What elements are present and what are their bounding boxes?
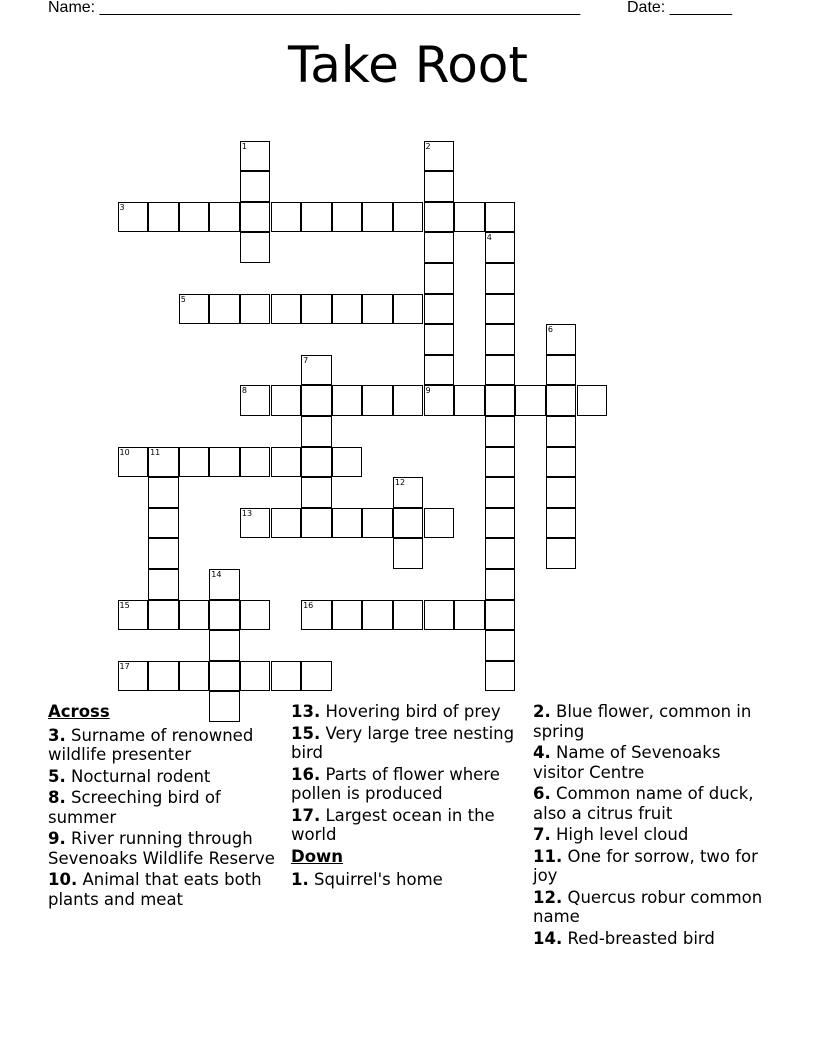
grid-cell[interactable] bbox=[546, 324, 577, 355]
clue-number-label: 5. bbox=[48, 766, 66, 786]
grid-cell[interactable] bbox=[362, 508, 393, 539]
clue-text: Surname of renowned wildlife presenter bbox=[48, 725, 254, 764]
clue-number-label: 11. bbox=[533, 846, 563, 866]
clue-number-label: 2. bbox=[533, 702, 551, 721]
clue-number: 2 bbox=[425, 141, 431, 151]
clue-number: 7 bbox=[303, 355, 309, 365]
down-heading: Down bbox=[291, 846, 344, 866]
across-heading: Across bbox=[48, 702, 110, 721]
grid-cell[interactable] bbox=[271, 385, 302, 416]
grid-cell[interactable] bbox=[209, 447, 240, 478]
clue-text: Screeching bird of summer bbox=[48, 788, 221, 827]
clue-item bbox=[533, 702, 769, 741]
grid-cell[interactable] bbox=[393, 477, 424, 508]
clue-text: Animal that eats both plants and meat bbox=[48, 870, 262, 909]
clue-number-label: 3. bbox=[48, 725, 66, 745]
clue-item bbox=[533, 784, 769, 823]
clue-number: 8 bbox=[241, 386, 247, 396]
grid-cell[interactable] bbox=[454, 600, 485, 631]
clue-item bbox=[533, 888, 769, 927]
grid-cell[interactable] bbox=[485, 324, 516, 355]
grid-cell[interactable] bbox=[424, 232, 455, 263]
clue-item bbox=[291, 806, 527, 845]
grid-cell[interactable] bbox=[148, 447, 179, 478]
grid-cell[interactable] bbox=[179, 202, 210, 233]
page-title: Take Root bbox=[287, 36, 528, 94]
grid-cell[interactable] bbox=[454, 202, 485, 233]
clue-number: 17 bbox=[119, 661, 130, 671]
grid-cell[interactable] bbox=[240, 447, 271, 478]
grid-cell[interactable] bbox=[118, 600, 149, 631]
clue-item bbox=[533, 847, 769, 886]
clue-item bbox=[48, 870, 284, 909]
grid-cell[interactable] bbox=[271, 294, 302, 325]
grid-cell[interactable] bbox=[179, 600, 210, 631]
grid-cell[interactable] bbox=[393, 508, 424, 539]
clue-number-label: 17. bbox=[291, 805, 321, 825]
clue-number: 3 bbox=[119, 202, 125, 212]
grid-cell[interactable] bbox=[148, 600, 179, 631]
clue-text: Blue flower, common in spring bbox=[533, 702, 752, 741]
clue-item bbox=[533, 929, 769, 949]
clue-item bbox=[48, 726, 284, 765]
name-field: Name: ______________________________________________________ bbox=[48, 0, 581, 16]
clue-number-label: 13. bbox=[291, 702, 321, 721]
grid-cell[interactable] bbox=[148, 569, 179, 600]
clue-text: River running through Sevenoaks Wildlife Reserve bbox=[48, 829, 275, 868]
grid-cell[interactable] bbox=[179, 661, 210, 692]
clue-number-label: 16. bbox=[291, 764, 321, 784]
grid-cell[interactable] bbox=[515, 385, 546, 416]
grid-cell[interactable] bbox=[393, 600, 424, 631]
clue-text: Largest ocean in the world bbox=[291, 805, 495, 844]
clue-number-label: 7. bbox=[533, 825, 551, 844]
grid-cell[interactable] bbox=[424, 600, 455, 631]
grid-cell[interactable] bbox=[240, 294, 271, 325]
clue-text: Parts of flower where pollen is produced bbox=[291, 764, 500, 803]
grid-cell[interactable] bbox=[424, 294, 455, 325]
clue-item bbox=[291, 765, 527, 804]
grid-cell[interactable] bbox=[148, 661, 179, 692]
grid-cell[interactable] bbox=[485, 232, 516, 263]
grid-cell[interactable] bbox=[424, 355, 455, 386]
clue-number: 4 bbox=[486, 233, 492, 243]
clue-number-label: 12. bbox=[533, 887, 563, 907]
grid-cell[interactable] bbox=[393, 538, 424, 569]
clue-text: High level cloud bbox=[550, 825, 689, 844]
grid-cell[interactable] bbox=[271, 447, 302, 478]
grid-cell[interactable] bbox=[209, 202, 240, 233]
grid-cell[interactable] bbox=[301, 477, 332, 508]
grid-cell[interactable] bbox=[301, 294, 332, 325]
grid-cell[interactable] bbox=[485, 477, 516, 508]
grid-cell[interactable] bbox=[485, 538, 516, 569]
grid-cell[interactable] bbox=[485, 202, 516, 233]
grid-cell[interactable] bbox=[393, 202, 424, 233]
grid-cell[interactable] bbox=[148, 538, 179, 569]
clue-item bbox=[533, 825, 769, 845]
clue-item bbox=[48, 788, 284, 827]
grid-cell[interactable] bbox=[424, 385, 455, 416]
grid-cell[interactable] bbox=[577, 385, 608, 416]
grid-cell[interactable] bbox=[362, 294, 393, 325]
clue-number-label: 8. bbox=[48, 788, 66, 807]
clue-text: Nocturnal rodent bbox=[65, 766, 211, 786]
grid-cell[interactable] bbox=[424, 202, 455, 233]
clue-number-label: 1. bbox=[291, 870, 309, 889]
grid-cell[interactable] bbox=[546, 477, 577, 508]
clue-number-label: 10. bbox=[48, 870, 78, 889]
grid-cell[interactable] bbox=[209, 661, 240, 692]
clues-column-3 bbox=[533, 702, 769, 950]
grid-cell[interactable] bbox=[332, 385, 363, 416]
grid-cell[interactable] bbox=[209, 294, 240, 325]
grid-cell[interactable] bbox=[485, 508, 516, 539]
clue-number: 9 bbox=[425, 386, 431, 396]
grid-cell[interactable] bbox=[209, 630, 240, 661]
grid-cell[interactable] bbox=[546, 385, 577, 416]
grid-cell[interactable] bbox=[148, 202, 179, 233]
grid-cell[interactable] bbox=[546, 416, 577, 447]
grid-cell[interactable] bbox=[301, 661, 332, 692]
grid-cell[interactable] bbox=[485, 263, 516, 294]
grid-cell[interactable] bbox=[424, 508, 455, 539]
grid-cell[interactable] bbox=[332, 294, 363, 325]
clue-number-label: 14. bbox=[533, 928, 563, 948]
clue-text: Very large tree nesting bird bbox=[291, 723, 515, 762]
grid-cell[interactable] bbox=[362, 385, 393, 416]
clue-number-label: 6. bbox=[533, 784, 551, 803]
clue-number: 13 bbox=[241, 508, 253, 518]
grid-cell[interactable] bbox=[118, 447, 149, 478]
grid-cell[interactable] bbox=[362, 600, 393, 631]
grid-cell[interactable] bbox=[301, 355, 332, 386]
clue-text: Quercus robur common name bbox=[533, 887, 763, 926]
grid-cell[interactable] bbox=[301, 416, 332, 447]
grid-cell[interactable] bbox=[546, 508, 577, 539]
grid-cell[interactable] bbox=[332, 202, 363, 233]
grid-cell[interactable] bbox=[148, 508, 179, 539]
grid-cell[interactable] bbox=[240, 661, 271, 692]
grid-cell[interactable] bbox=[454, 385, 485, 416]
grid-cell[interactable] bbox=[546, 355, 577, 386]
clue-item bbox=[291, 870, 527, 890]
clue-text: Common name of duck, also a citrus fruit bbox=[533, 784, 754, 823]
grid-cell[interactable] bbox=[148, 477, 179, 508]
grid-cell[interactable] bbox=[301, 447, 332, 478]
grid-cell[interactable] bbox=[301, 202, 332, 233]
clue-number: 6 bbox=[547, 325, 553, 335]
grid-cell[interactable] bbox=[485, 661, 516, 692]
grid-cell[interactable] bbox=[332, 508, 363, 539]
clues-column-2 bbox=[291, 702, 527, 892]
clue-item bbox=[48, 829, 284, 868]
clue-text: Name of Sevenoaks visitor Centre bbox=[533, 743, 721, 782]
clues-column-1 bbox=[48, 702, 284, 911]
clue-item bbox=[48, 767, 284, 787]
grid-cell[interactable] bbox=[485, 355, 516, 386]
grid-cell[interactable] bbox=[118, 661, 149, 692]
grid-cell[interactable] bbox=[424, 141, 455, 172]
clue-number: 1 bbox=[241, 141, 247, 151]
grid-cell[interactable] bbox=[424, 171, 455, 202]
clue-text: One for sorrow, two for joy bbox=[533, 846, 758, 885]
grid-cell[interactable] bbox=[485, 569, 516, 600]
grid-cell[interactable] bbox=[424, 324, 455, 355]
grid-cell[interactable] bbox=[301, 600, 332, 631]
grid-cell[interactable] bbox=[240, 600, 271, 631]
clue-text: Red-breasted bird bbox=[562, 928, 715, 948]
grid-cell[interactable] bbox=[240, 508, 271, 539]
clue-number: 5 bbox=[180, 294, 186, 304]
grid-cell[interactable] bbox=[240, 232, 271, 263]
grid-cell[interactable] bbox=[485, 630, 516, 661]
grid-cell[interactable] bbox=[209, 600, 240, 631]
grid-cell[interactable] bbox=[546, 538, 577, 569]
grid-cell[interactable] bbox=[271, 508, 302, 539]
clue-number: 15 bbox=[119, 600, 130, 610]
grid-cell[interactable] bbox=[485, 447, 516, 478]
grid-cell[interactable] bbox=[240, 141, 271, 172]
grid-cell[interactable] bbox=[271, 202, 302, 233]
grid-cell[interactable] bbox=[485, 600, 516, 631]
clue-number: 10 bbox=[119, 447, 130, 457]
grid-cell[interactable] bbox=[209, 569, 240, 600]
clue-number-label: 15. bbox=[291, 723, 321, 743]
clue-number-label: 4. bbox=[533, 743, 551, 762]
date-field: Date: _______ bbox=[627, 0, 732, 16]
grid-cell[interactable] bbox=[240, 385, 271, 416]
clue-number: 11 bbox=[150, 447, 161, 457]
grid-cell[interactable] bbox=[301, 385, 332, 416]
clue-number: 16 bbox=[303, 600, 314, 610]
grid-cell[interactable] bbox=[485, 294, 516, 325]
clue-text: Hovering bird of prey bbox=[320, 702, 501, 721]
grid-cell[interactable] bbox=[240, 202, 271, 233]
grid-cell[interactable] bbox=[179, 447, 210, 478]
grid-cell[interactable] bbox=[485, 385, 516, 416]
clue-number-label: 9. bbox=[48, 829, 66, 848]
grid-cell[interactable] bbox=[179, 294, 210, 325]
grid-cell[interactable] bbox=[546, 447, 577, 478]
grid-cell[interactable] bbox=[332, 447, 363, 478]
grid-cell[interactable] bbox=[393, 294, 424, 325]
clue-number: 14 bbox=[211, 570, 222, 579]
grid-cell[interactable] bbox=[240, 171, 271, 202]
clue-number: 12 bbox=[394, 478, 406, 488]
grid-cell[interactable] bbox=[393, 385, 424, 416]
grid-cell[interactable] bbox=[271, 661, 302, 692]
grid-cell[interactable] bbox=[485, 416, 516, 447]
clue-item bbox=[533, 743, 769, 782]
grid-cell[interactable] bbox=[424, 263, 455, 294]
clue-item bbox=[291, 702, 527, 722]
grid-cell[interactable] bbox=[362, 202, 393, 233]
grid-cell[interactable] bbox=[118, 202, 149, 233]
clue-text: Squirrel's home bbox=[308, 870, 443, 889]
grid-cell[interactable] bbox=[332, 600, 363, 631]
grid-cell[interactable] bbox=[301, 508, 332, 539]
clue-item bbox=[291, 724, 527, 763]
